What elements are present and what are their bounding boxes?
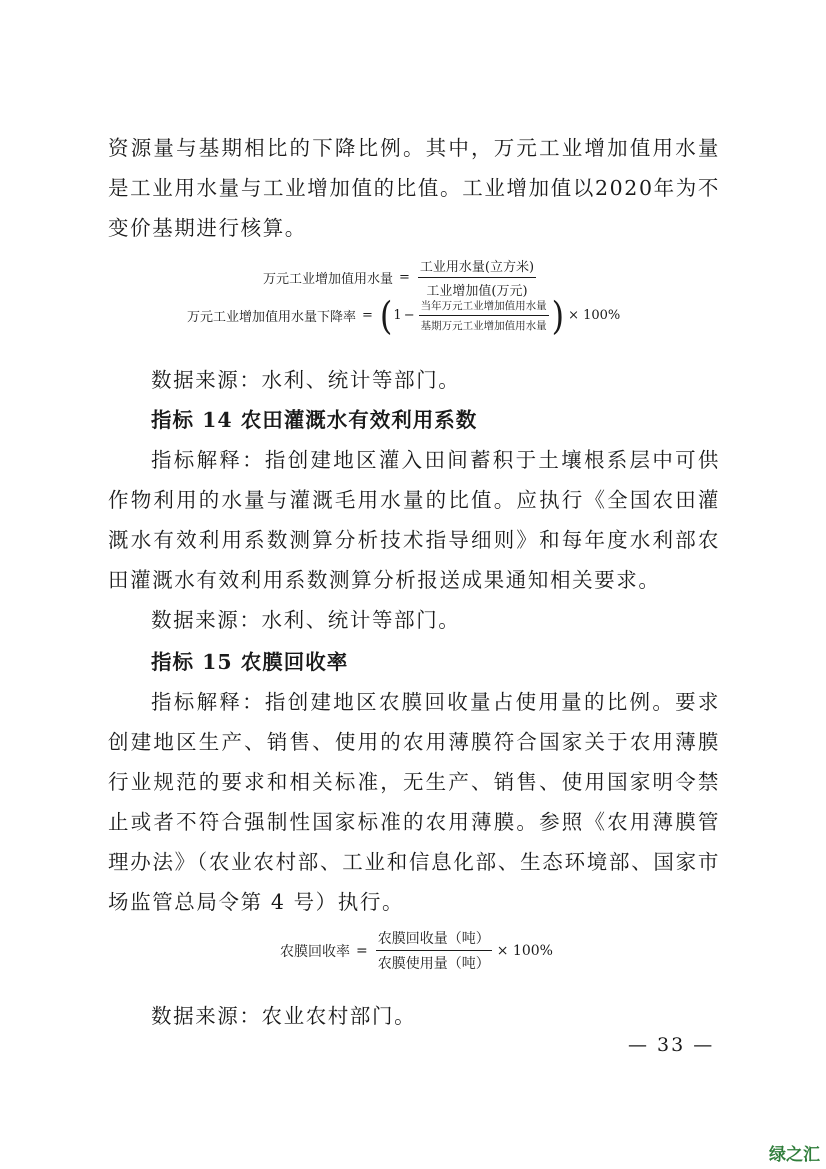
formula-fraction [418, 256, 536, 299]
formula-water-use [263, 256, 538, 299]
page-number: — 33 — [628, 1034, 715, 1056]
formula-multiplier: × 100% [568, 308, 621, 323]
watermark-logo: 绿之汇 [769, 1145, 820, 1165]
formula-denominator: 工业增加值(万元) [426, 284, 528, 299]
data-source-1: 数据来源：水利、统计等部门。 [151, 368, 461, 392]
formula-numerator: 当年万元工业增加值用水量 [419, 298, 549, 316]
formula-lhs: 农膜回收率 [280, 943, 350, 960]
heading-indicator-15: 指标 15 农膜回收率 [151, 650, 349, 674]
right-paren: ) [551, 292, 565, 339]
formula-equals: = [399, 270, 410, 285]
paragraph-indicator-14: 指标解释：指创建地区灌入田间蓄积于土壤根系层中可供作物利用的水量与灌溉毛用水量的比值。应执行《全国农田灌溉水有效利用系数测算分析技术指导细则》和每年度水利部农田灌溉水有效利用系数测算分析报送成果通知相关要求。 [108, 448, 720, 592]
formula-one: 1 [393, 308, 402, 323]
data-source-14: 数据来源：水利、统计等部门。 [151, 608, 461, 632]
formula-minus: − [403, 308, 415, 323]
formula-multiplier: × 100% [496, 942, 553, 959]
formula-film-recovery [280, 928, 553, 973]
formula-denominator: 基期万元工业增加值用水量 [420, 320, 547, 332]
formula-numerator: 农膜回收量（吨） [376, 928, 492, 951]
paragraph-indicator-15: 指标解释：指创建地区农膜回收量占使用量的比例。要求创建地区生产、销售、使用的农用薄膜符合国家关于农用薄膜行业规范的要求和相关标准，无生产、销售、使用国家明令禁止或者不符合强制性国家标准的农用薄膜。参照《农用薄膜管理办法》（农业农村部、工业和信息化部、生态环境部、国家市场监管总局令第 4 号）执行。 [108, 690, 720, 914]
formula-decline-rate [187, 292, 621, 339]
data-source-15: 数据来源：农业农村部门。 [151, 1004, 417, 1028]
formula-fraction [419, 298, 549, 333]
formula-equals: = [356, 942, 368, 959]
heading-indicator-14: 指标 14 农田灌溉水有效利用系数 [151, 408, 478, 432]
formula-lhs: 万元工业增加值用水量 [263, 272, 394, 287]
left-paren: ( [379, 292, 393, 339]
paragraph-intro: 资源量与基期相比的下降比例。其中，万元工业增加值用水量是工业用水量与工业增加值的比值。工业增加值以2020年为不变价基期进行核算。 [108, 136, 720, 240]
formula-denominator: 农膜使用量（吨） [377, 956, 490, 972]
formula-fraction [376, 928, 492, 973]
formula-equals: = [362, 308, 373, 323]
formula-numerator: 工业用水量(立方米) [418, 256, 536, 278]
formula-lhs: 万元工业增加值用水量下降率 [187, 310, 357, 325]
